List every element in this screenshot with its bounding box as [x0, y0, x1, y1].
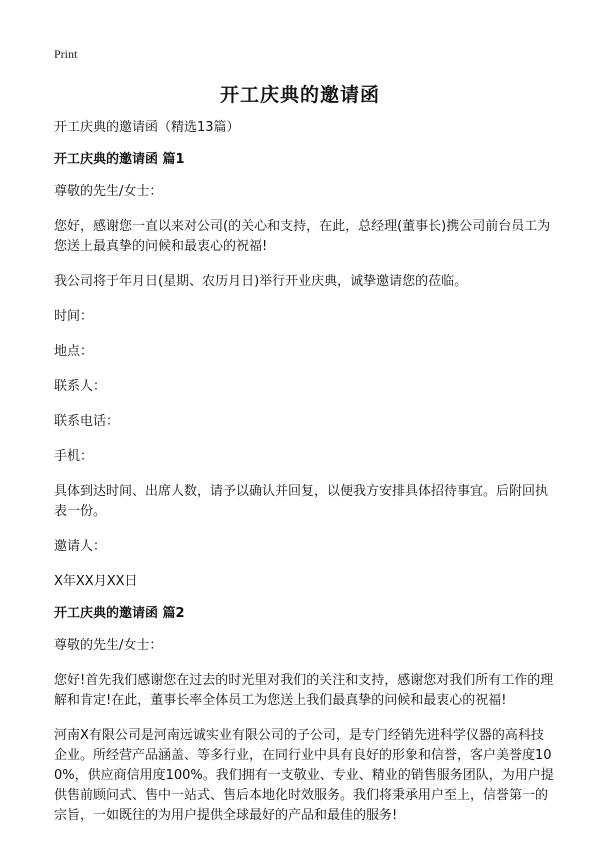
paragraph: 我公司将于年月日(星期、农历月日)举行开业庆典，诚挚邀请您的莅临。: [54, 274, 468, 289]
greeting: 尊敬的先生/女士：: [54, 184, 163, 199]
field-phone: 联系电话：: [54, 414, 120, 429]
field-mobile: 手机：: [54, 449, 94, 464]
paragraph: 您好!首先我们感谢您在过去的时光里对我们的关注和支持，感谢您对我们所有工作的理解和肯定!在此，董事长率全体员工为您送上我们最真挚的问候和最衷心的祝福!: [54, 673, 554, 708]
field-place: 地点：: [54, 344, 94, 359]
paragraph: 具体到达时间、出席人数，请予以确认并回复，以便我方安排具体招待事宜。后附回执表一份。: [54, 484, 549, 519]
section-heading: 开工庆典的邀请函 篇2: [54, 606, 185, 621]
print-label: Print: [54, 47, 78, 61]
inviter-label: 邀请人：: [54, 539, 107, 554]
field-time: 时间：: [54, 309, 94, 324]
paragraph: 河南X有限公司是河南远诚实业有限公司的子公司，是专门经销先进科学仪器的高科技企业。所经营产品涵盖、等多行业，在同行业中具有良好的形象和信誉，客户美誉度100%，供应商信用度100%。我们拥有一支敬业、专业、精业的销售服务团队，为用户提供售前顾问式、售中一站式、售后本地化时效服务。我们将秉承用户至上，信誉第一的宗旨，一如既往的为用户提供全球最好的产品和最佳的服务!: [54, 728, 554, 823]
document-title: 开工庆典的邀请函: [219, 84, 380, 106]
document-body: [54, 118, 554, 841]
section-heading: 开工庆典的邀请函 篇1: [54, 152, 185, 167]
paragraph: 您好，感谢您一直以来对公司(的关心和支持，在此，总经理(董事长)携公司前台员工为您送上最真挚的问候和最衷心的祝福!: [54, 219, 551, 254]
date-line: X年XX月XX日: [54, 574, 138, 589]
field-contact: 联系人：: [54, 379, 107, 394]
greeting: 尊敬的先生/女士：: [54, 638, 163, 653]
document-subtitle: 开工庆典的邀请函（精选13篇）: [54, 120, 240, 135]
